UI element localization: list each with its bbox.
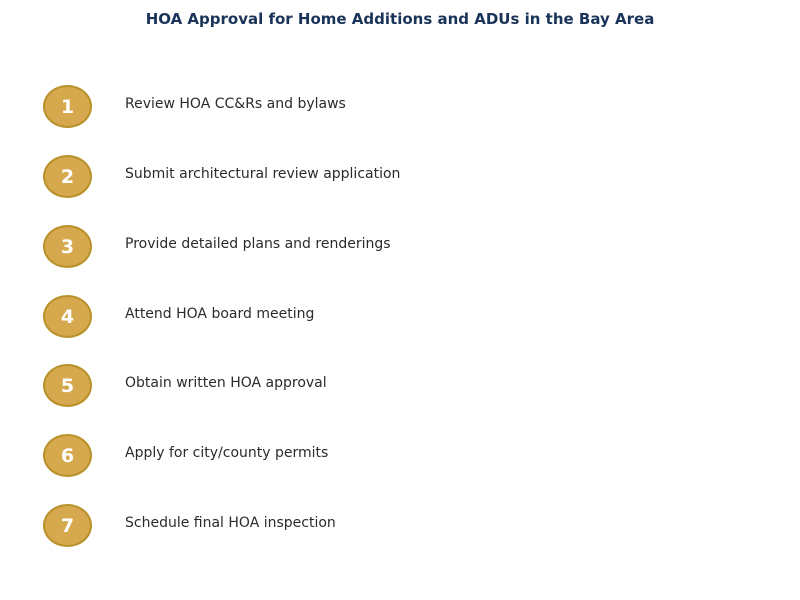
step-number-badge: 1 bbox=[43, 85, 92, 128]
step-6 bbox=[0, 434, 800, 478]
step-number-badge: 5 bbox=[43, 364, 92, 407]
step-number-badge: 4 bbox=[43, 295, 92, 338]
step-label: Provide detailed plans and renderings bbox=[125, 236, 391, 252]
step-number-badge: 6 bbox=[43, 434, 92, 477]
step-2 bbox=[0, 155, 800, 199]
step-7 bbox=[0, 504, 800, 548]
step-5 bbox=[0, 364, 800, 408]
step-4 bbox=[0, 295, 800, 339]
step-number-badge: 3 bbox=[43, 225, 92, 268]
step-label: Obtain written HOA approval bbox=[125, 375, 327, 391]
step-number-badge: 2 bbox=[43, 155, 92, 198]
step-3 bbox=[0, 225, 800, 269]
step-1 bbox=[0, 85, 800, 129]
step-label: Schedule final HOA inspection bbox=[125, 515, 336, 531]
diagram-title: HOA Approval for Home Additions and ADUs in the Bay Area bbox=[145, 10, 655, 28]
step-label: Submit architectural review application bbox=[125, 166, 401, 182]
step-number-badge: 7 bbox=[43, 504, 92, 547]
step-label: Attend HOA board meeting bbox=[125, 306, 315, 322]
step-label: Apply for city/county permits bbox=[125, 445, 329, 461]
step-label: Review HOA CC&Rs and bylaws bbox=[125, 96, 346, 112]
